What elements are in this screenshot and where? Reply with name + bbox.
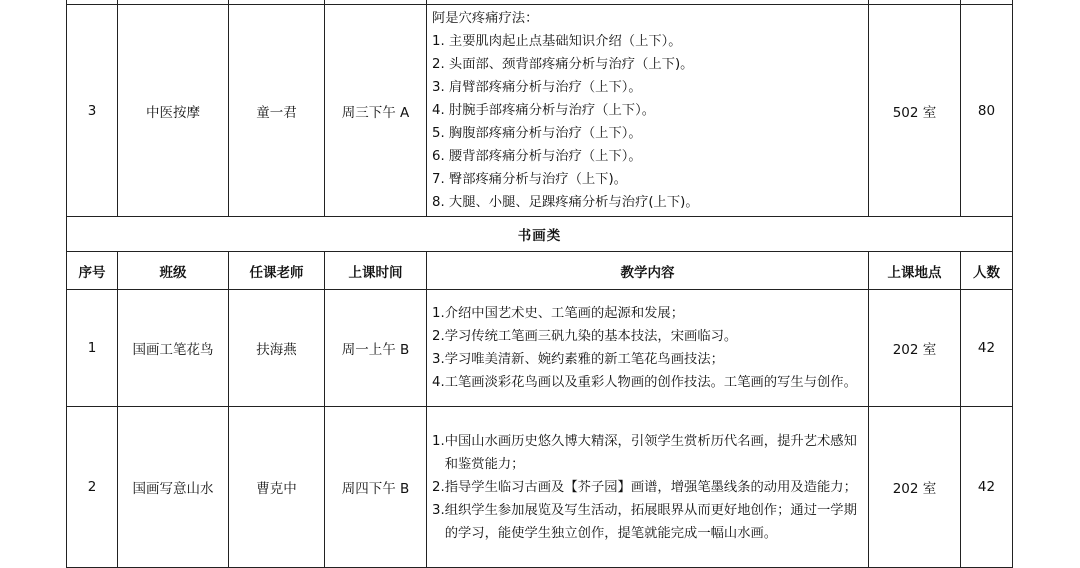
teacher-name: 童一君 bbox=[229, 5, 325, 217]
class-time: 周三下午 A bbox=[325, 5, 427, 217]
row-index: 2 bbox=[67, 407, 118, 568]
student-count: 42 bbox=[961, 290, 1013, 407]
class-name: 国画写意山水 bbox=[118, 407, 229, 568]
content-item: 3. 学习唯美清新、婉约素雅的新工笔花鸟画技法； bbox=[432, 352, 724, 367]
content-item: 3. 组织学生参加展览及写生活动，拓展眼界从而更好地创作；通过一学期的学习，能使学生独立创作，提笔就能完成一幅山水画。 bbox=[432, 502, 857, 541]
table-row bbox=[67, 5, 1013, 217]
student-count: 80 bbox=[961, 5, 1013, 217]
content-item: 1. 中国山水画历史悠久博大精深，引领学生赏析历代名画，提升艺术感知和鉴赏能力； bbox=[432, 433, 857, 472]
class-location: 202 室 bbox=[869, 407, 961, 568]
content-item: 2. 指导学生临习古画及【芥子园】画谱，增强笔墨线条的动用及造能力； bbox=[432, 479, 857, 495]
teacher-name: 曹克中 bbox=[229, 407, 325, 568]
section-title: 书画类 bbox=[67, 217, 1013, 252]
header-row bbox=[67, 252, 1013, 290]
content-item: 2. 头面部、颈背部疼痛分析与治疗（上下)。 bbox=[432, 57, 694, 72]
teacher-name: 扶海燕 bbox=[229, 290, 325, 407]
header-location: 上课地点 bbox=[869, 252, 961, 290]
header-teacher: 任课老师 bbox=[229, 252, 325, 290]
content-item: 4. 肘腕手部疼痛分析与治疗（上下）。 bbox=[432, 103, 656, 118]
table-row bbox=[67, 407, 1013, 568]
class-location: 202 室 bbox=[869, 290, 961, 407]
content-item: 4. 工笔画淡彩花鸟画以及重彩人物画的创作技法。工笔画的写生与创作。 bbox=[432, 375, 857, 390]
course-table bbox=[66, 0, 1013, 568]
row-index: 1 bbox=[67, 290, 118, 407]
content-item: 5. 胸腹部疼痛分析与治疗（上下）。 bbox=[432, 126, 642, 141]
header-class: 班级 bbox=[118, 252, 229, 290]
header-count: 人数 bbox=[961, 252, 1013, 290]
content-item: 7. 臀部疼痛分析与治疗（上下)。 bbox=[432, 172, 627, 187]
content-item: 3. 肩臂部疼痛分析与治疗（上下）。 bbox=[432, 80, 642, 95]
class-time: 周四下午 B bbox=[325, 407, 427, 568]
content-item: 1. 介绍中国艺术史、工笔画的起源和发展； bbox=[432, 306, 685, 321]
header-index: 序号 bbox=[67, 252, 118, 290]
teaching-content bbox=[427, 5, 869, 217]
class-location: 502 室 bbox=[869, 5, 961, 217]
content-item: 8. 大腿、小腿、足踝疼痛分析与治疗(上下)。 bbox=[432, 195, 699, 210]
teaching-content bbox=[427, 290, 869, 407]
student-count: 42 bbox=[961, 407, 1013, 568]
row-index: 3 bbox=[67, 5, 118, 217]
section-row bbox=[67, 217, 1013, 252]
class-time: 周一上午 B bbox=[325, 290, 427, 407]
content-intro: 阿是穴疼痛疗法： bbox=[432, 11, 539, 26]
table-row bbox=[67, 290, 1013, 407]
class-name: 中医按摩 bbox=[118, 5, 229, 217]
content-item: 1. 主要肌肉起止点基础知识介绍（上下）。 bbox=[432, 34, 682, 49]
header-content: 教学内容 bbox=[427, 252, 869, 290]
teaching-content bbox=[427, 407, 869, 568]
header-time: 上课时间 bbox=[325, 252, 427, 290]
content-item: 2. 学习传统工笔画三矾九染的基本技法，宋画临习。 bbox=[432, 329, 738, 344]
class-name: 国画工笔花鸟 bbox=[118, 290, 229, 407]
content-item: 6. 腰背部疼痛分析与治疗（上下）。 bbox=[432, 149, 642, 164]
